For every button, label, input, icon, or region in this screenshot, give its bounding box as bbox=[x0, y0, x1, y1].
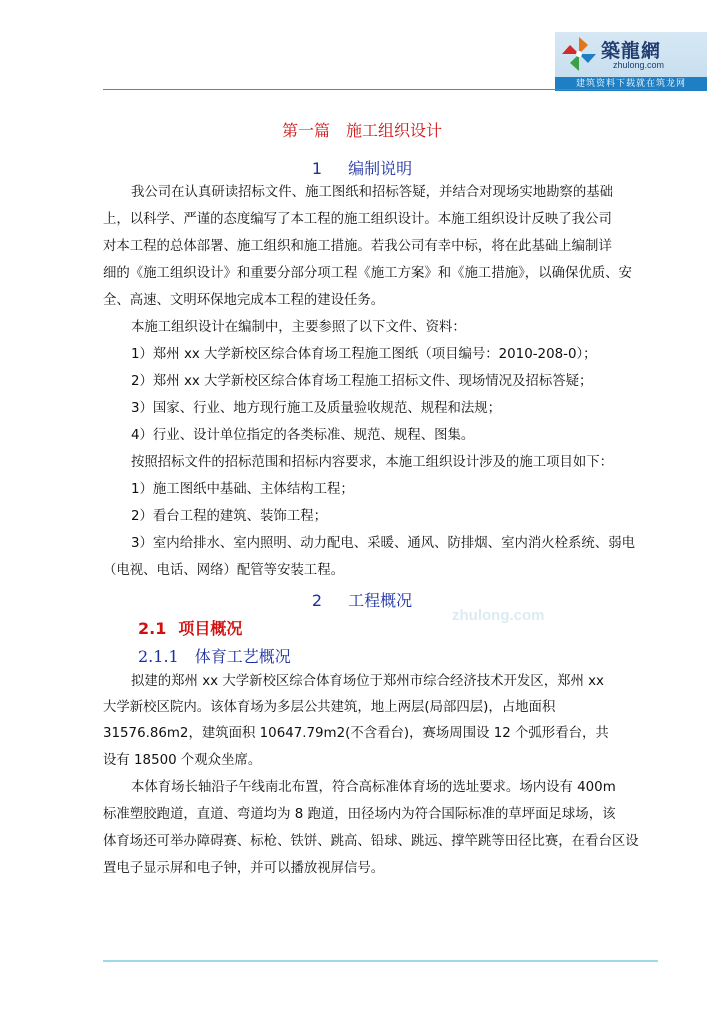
list-item: 4）行业、设计单位指定的各类标准、规范、规程、图集。 bbox=[131, 428, 475, 443]
section-number: 2.1 bbox=[138, 619, 167, 638]
footer-rule bbox=[103, 960, 658, 962]
section-2-1-1-heading bbox=[138, 644, 291, 667]
list-item: 3）国家、行业、地方现行施工及质量验收规范、规程和法规； bbox=[131, 401, 502, 416]
paragraph-line: 细的《施工组织设计》和重要分部分项工程《施工方案》和《施工措施》，以确保优质、安 bbox=[103, 266, 632, 281]
watermark: zhulong.com bbox=[452, 607, 545, 624]
paragraph-line: 31576.86m2，建筑面积 10647.79m2(不含看台)，赛场周围设 12 个弧形看台，共 bbox=[103, 726, 609, 741]
paragraph-line: 上，以科学、严谨的态度编写了本工程的施工组织设计。本施工组织设计反映了我公司 bbox=[103, 212, 612, 227]
paragraph-line: 全、高速、文明环保地完成本工程的建设任务。 bbox=[103, 293, 385, 308]
part-title bbox=[0, 118, 724, 141]
paragraph-line: 本体育场长轴沿子午线南北布置，符合高标准体育场的选址要求。场内设有 400m bbox=[131, 780, 616, 795]
section-number: 2 bbox=[311, 591, 323, 610]
list-item: 1）郑州 xx 大学新校区综合体育场工程施工图纸（项目编号：2010-208-0）； bbox=[131, 347, 597, 362]
logo-chinese-text: 築龍網 bbox=[601, 40, 662, 62]
section-2-heading bbox=[0, 588, 724, 611]
paragraph-line: 置电子显示屏和电子钟，并可以播放视屏信号。 bbox=[103, 861, 385, 876]
list-item: 1）施工图纸中基础、主体结构工程； bbox=[131, 482, 354, 497]
pinwheel-logo-icon bbox=[558, 35, 600, 73]
section-2-1-heading bbox=[138, 616, 242, 639]
paragraph-line: 体育场还可举办障碍赛、标枪、铁饼、跳高、铅球、跳远、撑竿跳等田径比赛，在看台区设 bbox=[103, 834, 639, 849]
paragraph-line: 按照招标文件的招标范围和招标内容要求，本施工组织设计涉及的施工项目如下： bbox=[131, 455, 614, 470]
paragraph-line: 我公司在认真研读招标文件、施工图纸和招标答疑，并结合对现场实地勘察的基础 bbox=[131, 185, 614, 200]
zhulong-logo[interactable] bbox=[555, 32, 707, 91]
section-title: 编制说明 bbox=[348, 159, 413, 178]
logo-tagline: 建筑资料下载就在筑龙网 bbox=[555, 77, 707, 91]
paragraph-line: 对本工程的总体部署、施工组织和施工措施。若我公司有幸中标，将在此基础上编制详 bbox=[103, 239, 612, 254]
section-number: 1 bbox=[311, 159, 323, 178]
list-item: 2）看台工程的建筑、装饰工程； bbox=[131, 509, 327, 524]
logo-english-text: zhulong.com bbox=[613, 60, 665, 70]
paragraph-line: 本施工组织设计在编制中，主要参照了以下文件、资料： bbox=[131, 320, 466, 335]
list-item: 3）室内给排水、室内照明、动力配电、采暖、通风、防排烟、室内消火栓系统、弱电 bbox=[131, 536, 635, 551]
header-rule bbox=[103, 89, 658, 90]
section-title: 体育工艺概况 bbox=[194, 647, 291, 666]
section-title: 工程概况 bbox=[348, 591, 413, 610]
part-text: 施工组织设计 bbox=[346, 121, 443, 140]
paragraph-line: 设有 18500 个观众坐席。 bbox=[103, 753, 262, 768]
paragraph-line: 拟建的郑州 xx 大学新校区综合体育场位于郑州市综合经济技术开发区，郑州 xx bbox=[131, 674, 604, 689]
paragraph-line: 标准塑胶跑道，直道、弯道均为 8 跑道，田径场内为符合国际标准的草坪面足球场，该 bbox=[103, 807, 616, 822]
section-1-heading bbox=[0, 156, 724, 179]
list-item: 2）郑州 xx 大学新校区综合体育场工程施工招标文件、现场情况及招标答疑； bbox=[131, 374, 593, 389]
paragraph-line: 大学新校区院内。该体育场为多层公共建筑，地上两层(局部四层)，占地面积 bbox=[103, 700, 556, 715]
list-item-continued: （电视、电话、网络）配管等安装工程。 bbox=[103, 563, 345, 578]
part-label: 第一篇 bbox=[281, 121, 330, 140]
section-number: 2.1.1 bbox=[138, 647, 179, 666]
section-title: 项目概况 bbox=[178, 619, 243, 638]
